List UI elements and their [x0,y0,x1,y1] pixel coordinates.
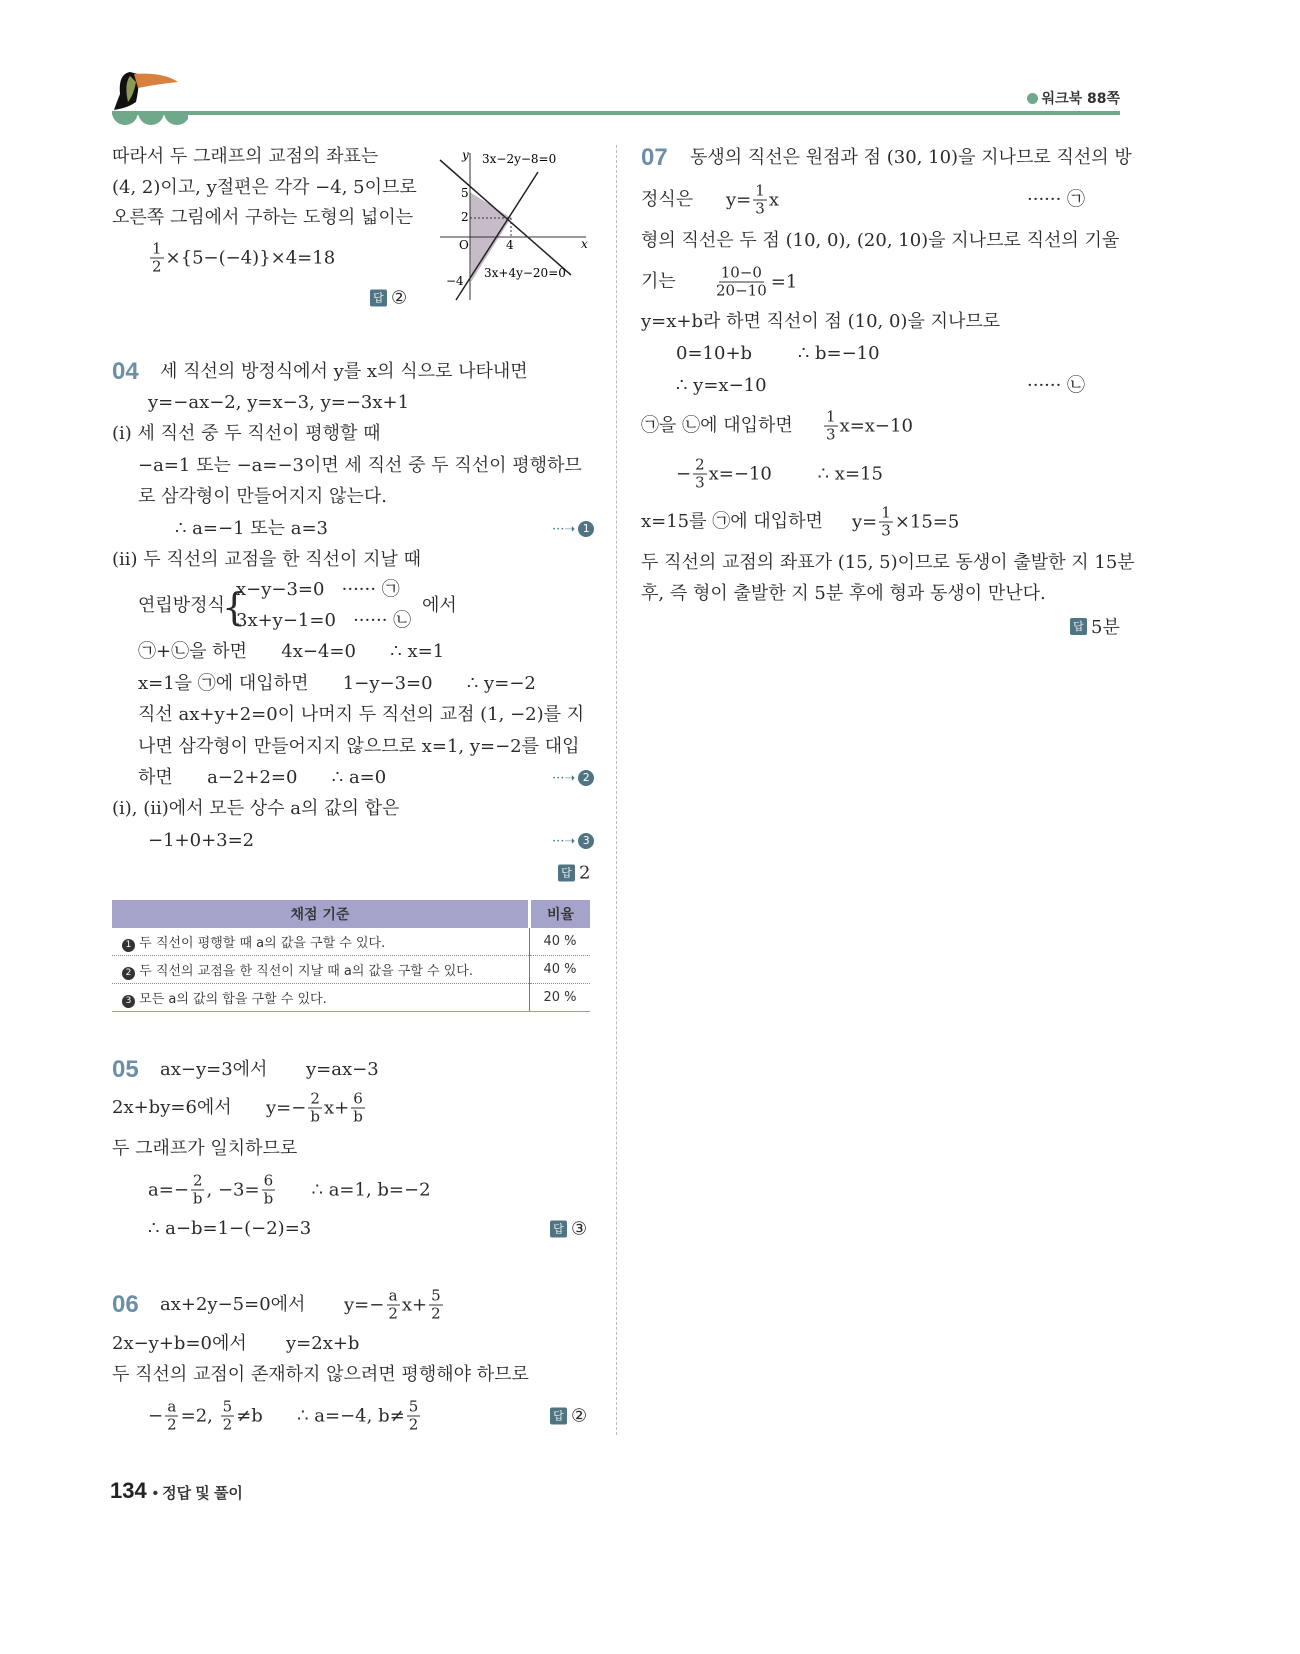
text-segment: ㉠+㉡을 하면 4x−4=0 ∴ x=1 [138,641,445,662]
problem-number: 07 [641,144,668,171]
step-marker-1 [552,521,594,537]
text-line [641,232,1119,250]
arrow-icon: ···➝ [552,833,576,849]
fraction [879,503,893,540]
math-line [676,455,883,492]
answer-badge-icon: 답 [558,865,575,882]
answer-s03 [370,288,407,309]
tick-label: 2 [461,210,469,224]
math-line [148,1220,311,1238]
header-rule [112,111,1120,115]
brace-icon: { [222,585,247,629]
graph-figure [436,145,601,305]
text-line [112,1366,529,1384]
text-segment: 0=10+b ∴ b=−10 [676,343,880,364]
text-line [112,800,399,818]
text-segment: y= [852,511,878,532]
text-segment: (4, 2)이고, y절편은 각각 −4, 5이므로 [112,177,417,198]
math-line [676,377,767,395]
fraction [150,239,164,276]
page-footer [110,1478,243,1504]
math-line [148,1397,422,1434]
denominator: 2 [167,1415,177,1434]
equation-line [236,612,411,630]
numerator: 1 [881,503,891,522]
step-marker-2 [552,770,594,786]
denominator: 3 [826,425,836,444]
text-segment: 2x−y+b=0에서 [112,1333,247,1354]
answer-badge-icon: 답 [1070,618,1087,635]
answer-s04 [558,863,590,884]
text-segment: 정식은 [641,189,694,210]
text-segment: y=2x+b [286,1333,360,1354]
text-segment: − [676,463,692,484]
numerator: a [167,1397,177,1416]
text-segment: 두 그래프가 일치하므로 [112,1138,298,1159]
fraction [753,181,767,218]
text-segment: x=15를 ㉠에 대입하면 [641,511,823,532]
answer-badge-icon: 답 [550,1221,567,1238]
text-line [138,457,582,475]
x-axis-label: x [581,237,588,251]
criteria-text: 두 직선의 교점을 한 직선이 지날 때 a의 값을 구할 수 있다. [139,963,473,979]
math-line [852,503,960,540]
text-segment: 연립방정식 [138,595,225,616]
table-row [112,984,590,1012]
numerator: 5 [222,1397,233,1416]
tick-label: 4 [506,238,514,252]
text-segment: a=− [148,1179,189,1200]
page-number: 134 [110,1478,147,1503]
denominator: 20−10 [716,281,767,300]
denominator: 2 [388,1304,398,1323]
text-line [112,148,378,166]
answer-value: 2 [579,862,591,884]
denominator: 2 [152,257,162,276]
numerator: 1 [152,239,162,258]
column-divider [616,145,617,1435]
fraction [262,1171,276,1208]
text-segment: ≠b ∴ a=−4, b≠ [236,1405,405,1426]
text-segment: −a=1 또는 −a=−3이면 세 직선 중 두 직선이 평행하므 [138,455,582,476]
text-segment: 두 직선의 교점의 좌표가 (15, 5)이므로 동생이 출발한 지 15분 [641,552,1135,573]
text-segment: y=−ax−2, y=x−3, y=−3x+1 [148,392,410,413]
answer-s06 [550,1406,587,1427]
answer-value: 5분 [1091,617,1120,638]
equation-tag [1027,191,1085,209]
text-segment: 형의 직선은 두 점 (10, 0), (20, 10)을 지나므로 직선의 기울 [641,230,1120,251]
fraction [693,455,707,492]
denominator: b [263,1189,274,1208]
answer-value: ② [571,1405,588,1427]
text-segment: ㉠을 ㉡에 대입하면 [641,415,793,436]
line2-label: 3x+4y−20=0 [484,266,566,280]
text-segment: y=ax−3 [306,1059,379,1080]
text-segment: x=−10 ∴ x=15 [708,463,883,484]
denominator: b [310,1107,320,1126]
text-segment: 2x+by=6에서 [112,1097,232,1118]
step-number: 1 [578,521,594,537]
text-segment: ······ ㉠ [1027,189,1086,210]
text-line [641,191,693,209]
text-segment: , −3= [206,1179,260,1200]
equation-line [236,581,400,599]
arrow-icon: ···➝ [552,770,576,786]
text-segment: 따라서 두 그래프의 교점의 좌표는 [112,146,379,167]
text-segment: =2, [180,1405,219,1426]
text-segment: x=1을 ㉠에 대입하면 1−y−3=0 ∴ y=−2 [138,673,536,694]
text-segment: x [768,189,779,210]
text-segment: 나면 삼각형이 만들어지지 않으므로 x=1, y=−2를 대입 [138,736,580,757]
text-segment: 에서 [422,595,457,616]
line-3x4y [440,160,571,275]
text-segment: ×15=5 [894,511,960,532]
step-number: 3 [578,833,594,849]
numerator: 5 [408,1397,419,1416]
text-line [641,554,1135,572]
text-segment: ∴ a=1, b=−2 [277,1179,431,1200]
text-segment: y= [726,189,752,210]
fraction [191,1171,205,1208]
denominator: 3 [755,199,765,218]
tick-label: −4 [446,274,464,288]
text-segment: y=− [266,1097,307,1118]
text-line [112,425,381,443]
fraction [308,1089,322,1126]
denominator: b [192,1189,203,1208]
text-line [138,488,387,506]
equation-tag [1027,377,1085,395]
step-number: 1 [122,939,135,952]
denominator: 2 [431,1304,441,1323]
arrow-icon: ···➝ [552,521,576,537]
fraction [714,263,769,300]
text-line [641,313,1000,331]
numerator: 1 [755,181,765,200]
ratio-cell: 20 % [530,984,591,1012]
numerator: 1 [826,407,836,426]
text-line [112,551,421,569]
ratio-cell: 40 % [530,928,591,956]
text-segment: 로 삼각형이 만들어지지 않는다. [138,486,387,507]
fraction [351,1089,365,1126]
denominator: 3 [695,473,705,492]
text-segment: x+ [323,1097,350,1118]
math-line [306,1061,379,1079]
text-segment: x−y−3=0 ······ ㉠ [236,579,400,600]
math-line [175,520,328,538]
text-segment: 기는 [641,271,676,292]
section-title: • 정답 및 풀이 [152,1485,243,1502]
math-line [148,832,254,850]
problem-number: 06 [112,1291,139,1318]
denominator: 3 [881,521,891,540]
math-line [712,263,798,300]
text-segment: (i), (ii)에서 모든 상수 a의 값의 합은 [112,798,400,819]
toucan-logo-icon [108,64,188,128]
text-line [690,149,1132,167]
math-line [138,643,444,661]
text-segment: (i) 세 직선 중 두 직선이 평행할 때 [112,423,381,444]
math-line [138,769,386,787]
text-segment: −1+0+3=2 [148,830,255,851]
math-line [112,1335,247,1353]
text-segment: − [148,1405,164,1426]
denominator: 2 [222,1415,233,1434]
text-segment: y=x+b라 하면 직선이 점 (10, 0)을 지나므로 [641,311,1001,332]
answer-value: ③ [571,1218,588,1240]
text-segment: =1 [770,271,798,292]
table-header: 비율 [530,900,591,928]
fraction [824,407,838,444]
text-line [641,417,793,435]
step-marker-3 [552,833,594,849]
table-header: 채점 기준 [112,900,530,928]
criteria-text: 모든 a의 값의 합을 구할 수 있다. [139,991,327,1007]
math-line [286,1335,359,1353]
text-line [160,363,528,381]
text-segment: 오른쪽 그림에서 구하는 도형의 넓이는 [112,207,414,228]
answer-badge-icon: 답 [370,290,387,307]
bullet-icon [1027,93,1038,104]
text-segment: (ii) 두 직선의 교점을 한 직선이 지날 때 [112,549,422,570]
text-line [138,738,580,756]
fraction [407,1397,421,1434]
math-line [148,1171,431,1208]
numerator: 2 [192,1171,203,1190]
table-row [112,928,590,956]
text-line [641,513,823,531]
text-line [422,597,457,615]
numerator: 2 [695,455,705,474]
text-line [641,273,676,291]
text-line [112,209,413,227]
math-line [160,1296,305,1314]
numerator: 5 [431,1286,441,1305]
text-segment: ∴ a−b=1−(−2)=3 [148,1218,312,1239]
step-number: 2 [122,967,135,980]
math-line [112,1099,232,1117]
math-line [148,394,409,412]
origin-label: O [459,238,469,252]
math-line [266,1089,367,1126]
text-segment: 후, 즉 형이 출발한 지 5분 후에 형과 동생이 만난다. [641,583,1046,604]
math-line [676,345,880,363]
numerator: 2 [310,1089,320,1108]
text-segment: ∴ a=−1 또는 a=3 [175,518,329,539]
text-segment: ······ ㉡ [1027,375,1086,396]
answer-s07 [1070,613,1120,639]
problem-number: 04 [112,358,139,385]
text-segment: ax+2y−5=0에서 [160,1294,306,1315]
text-segment: 두 직선의 교점이 존재하지 않으려면 평행해야 하므로 [112,1364,529,1385]
math-line [160,1061,267,1079]
tick-label: 5 [461,186,469,200]
answer-badge-icon: 답 [550,1408,567,1425]
numerator: a [388,1286,398,1305]
workbook-ref-text: 워크북 88쪽 [1041,91,1120,107]
step-number: 2 [578,770,594,786]
text-segment: 직선 ax+y+2=0이 나머지 두 직선의 교점 (1, −2)를 지 [138,704,585,725]
ratio-cell: 40 % [530,956,591,984]
numerator: 10−0 [720,263,762,282]
text-segment: x=x−10 [839,415,913,436]
text-line [138,706,584,724]
text-segment: 동생의 직선은 원점과 점 (30, 10)을 지나므로 직선의 방 [690,147,1132,168]
line1-label: 3x−2y−8=0 [482,152,557,166]
answer-s05 [550,1219,587,1240]
fraction [221,1397,235,1434]
text-segment: ax−y=3에서 [160,1059,268,1080]
step-number: 3 [122,995,135,1008]
grading-table [112,900,590,1012]
text-segment: 세 직선의 방정식에서 y를 x의 식으로 나타내면 [160,361,528,382]
workbook-reference [1027,88,1120,108]
text-line [641,585,1046,603]
math-line [344,1286,445,1323]
text-segment: 하면 a−2+2=0 ∴ a=0 [138,767,387,788]
y-axis-label: y [462,148,469,162]
text-segment: ∴ y=x−10 [676,375,767,396]
math-line [138,675,536,693]
denominator: 2 [408,1415,419,1434]
denominator: b [353,1107,363,1126]
text-line [138,597,225,615]
answer-value: ② [391,287,408,309]
problem-number: 05 [112,1056,139,1083]
numerator: 6 [353,1089,363,1108]
criteria-text: 두 직선이 평행할 때 a의 값을 구할 수 있다. [139,935,386,951]
math-line [726,181,779,218]
numerator: 6 [263,1171,274,1190]
text-segment: ×{5−(−4)}×4=18 [165,247,336,268]
text-segment: 3x+y−1=0 ······ ㉡ [236,610,412,631]
math-line [822,407,913,444]
table-row [112,956,590,984]
text-segment: x+ [401,1294,428,1315]
text-line [112,179,417,197]
fraction [165,1397,179,1434]
fraction [429,1286,443,1323]
text-line [112,1140,297,1158]
math-line [148,239,336,276]
fraction [386,1286,400,1323]
text-segment: y=− [344,1294,385,1315]
